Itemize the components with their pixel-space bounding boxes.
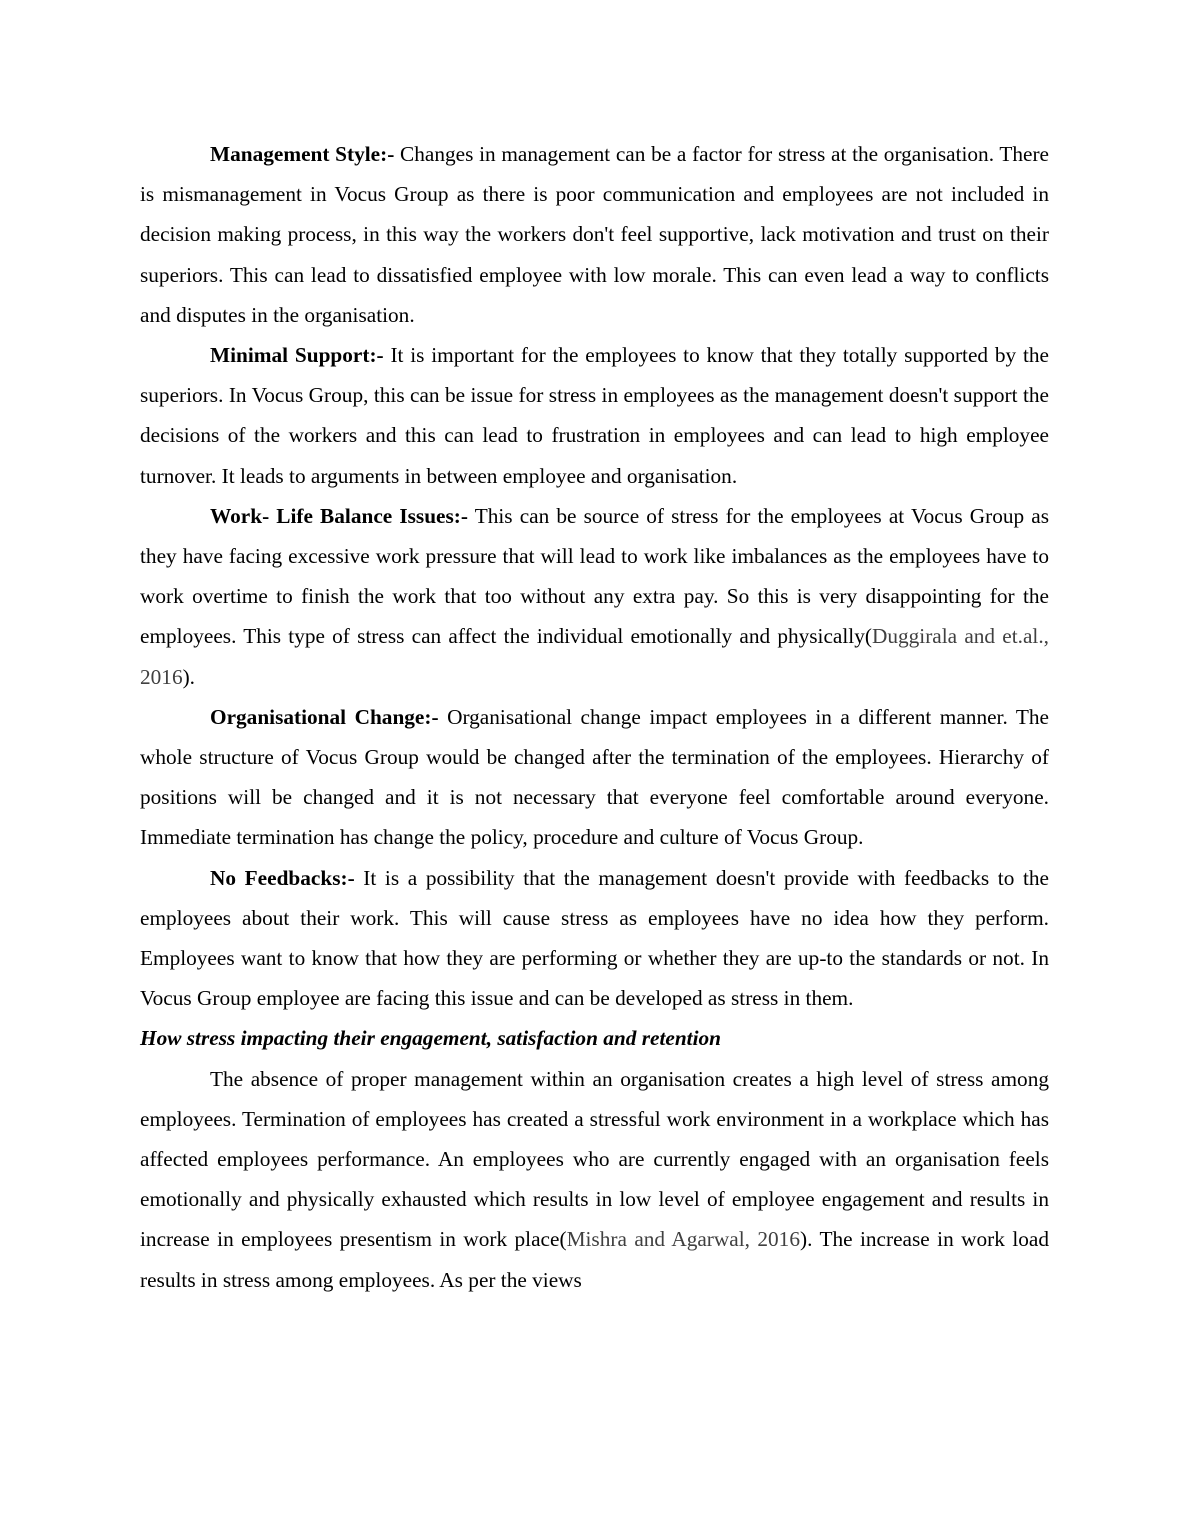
paragraph-text: Changes in management can be a factor for stress at the organisation. There is mismanagement in Vocus Group as there is poor communication and employees are not included in decision making process, in this way the workers don't feel supportive, lack motivation and trust on their superiors. This can lead to dissatisfied employee with low morale. This can even lead a way to conflicts and disputes in the organisation. (140, 142, 1049, 327)
term-label: No Feedbacks:- (210, 865, 355, 890)
term-label: Organisational Change:- (210, 704, 439, 729)
paragraph-text: Organisational change impact employees in a different manner. The whole structure of Vocus Group would be changed after the termination of the employees. Hierarchy of positions will be changed and it is not necessary that everyone feel comfortable around everyone. Immediate termination has change the policy, procedure and culture of Vocus Group. (140, 704, 1050, 850)
paragraph-text: The absence of proper management within an organisation creates a high level of stress among employees. Termination of employees has created a stressful work environment in a workplace which has affected employees performance. An employees who are currently engaged with an organisation feels emotionally and physically exhausted which results in low level of employee engagement and results in increase in employees presentism in work place( (140, 1066, 1049, 1252)
citation: Mishra and Agarwal, 2016 (566, 1227, 800, 1252)
paragraph-text: It is a possibility that the management doesn't provide with feedbacks to the employees about their work. This will cause stress as employees have no idea how they perform. Employees want to know that how they are performing or whether they are up-to the standards or not. In Vocus Group employee are facing this issue and can be developed as stress in them. (140, 865, 1049, 1011)
paragraph-management-style (140, 134, 1049, 335)
citation: Duggirala and et.al., 2016 (140, 624, 1049, 689)
paragraph-organisational-change (140, 697, 1049, 858)
paragraph-text: This can be source of stress for the employees at Vocus Group as they have facing excessive work pressure that will lead to work like imbalances as the employees have to work overtime to finish the work that too without any extra pay. So this is very disappointing for the employees. This type of stress can affect the individual emotionally and physically( (140, 503, 1049, 649)
paragraph-minimal-support (140, 335, 1049, 496)
paragraph-stress-impact (140, 1059, 1049, 1300)
paragraph-text-end: ). The increase in work load results in stress among employees. As per the views (140, 1227, 1049, 1292)
section-heading: How stress impacting their engagement, satisfaction and retention (140, 1026, 721, 1051)
term-label: Work- Life Balance Issues:- (210, 503, 468, 528)
paragraph-text: It is important for the employees to know that they totally supported by the superiors. In Vocus Group, this can be issue for stress in employees as the management doesn't support the decisions of the workers and this can lead to frustration in employees and can lead to high employee turnover. It leads to arguments in between employee and organisation. (140, 343, 1049, 488)
term-label: Management Style:- (210, 142, 395, 166)
paragraph-work-life-balance (140, 496, 1049, 697)
paragraph-no-feedbacks (140, 858, 1049, 1019)
document-page (140, 134, 1049, 1300)
paragraph-text-end: ). (182, 664, 196, 689)
term-label: Minimal Support:- (210, 343, 384, 368)
